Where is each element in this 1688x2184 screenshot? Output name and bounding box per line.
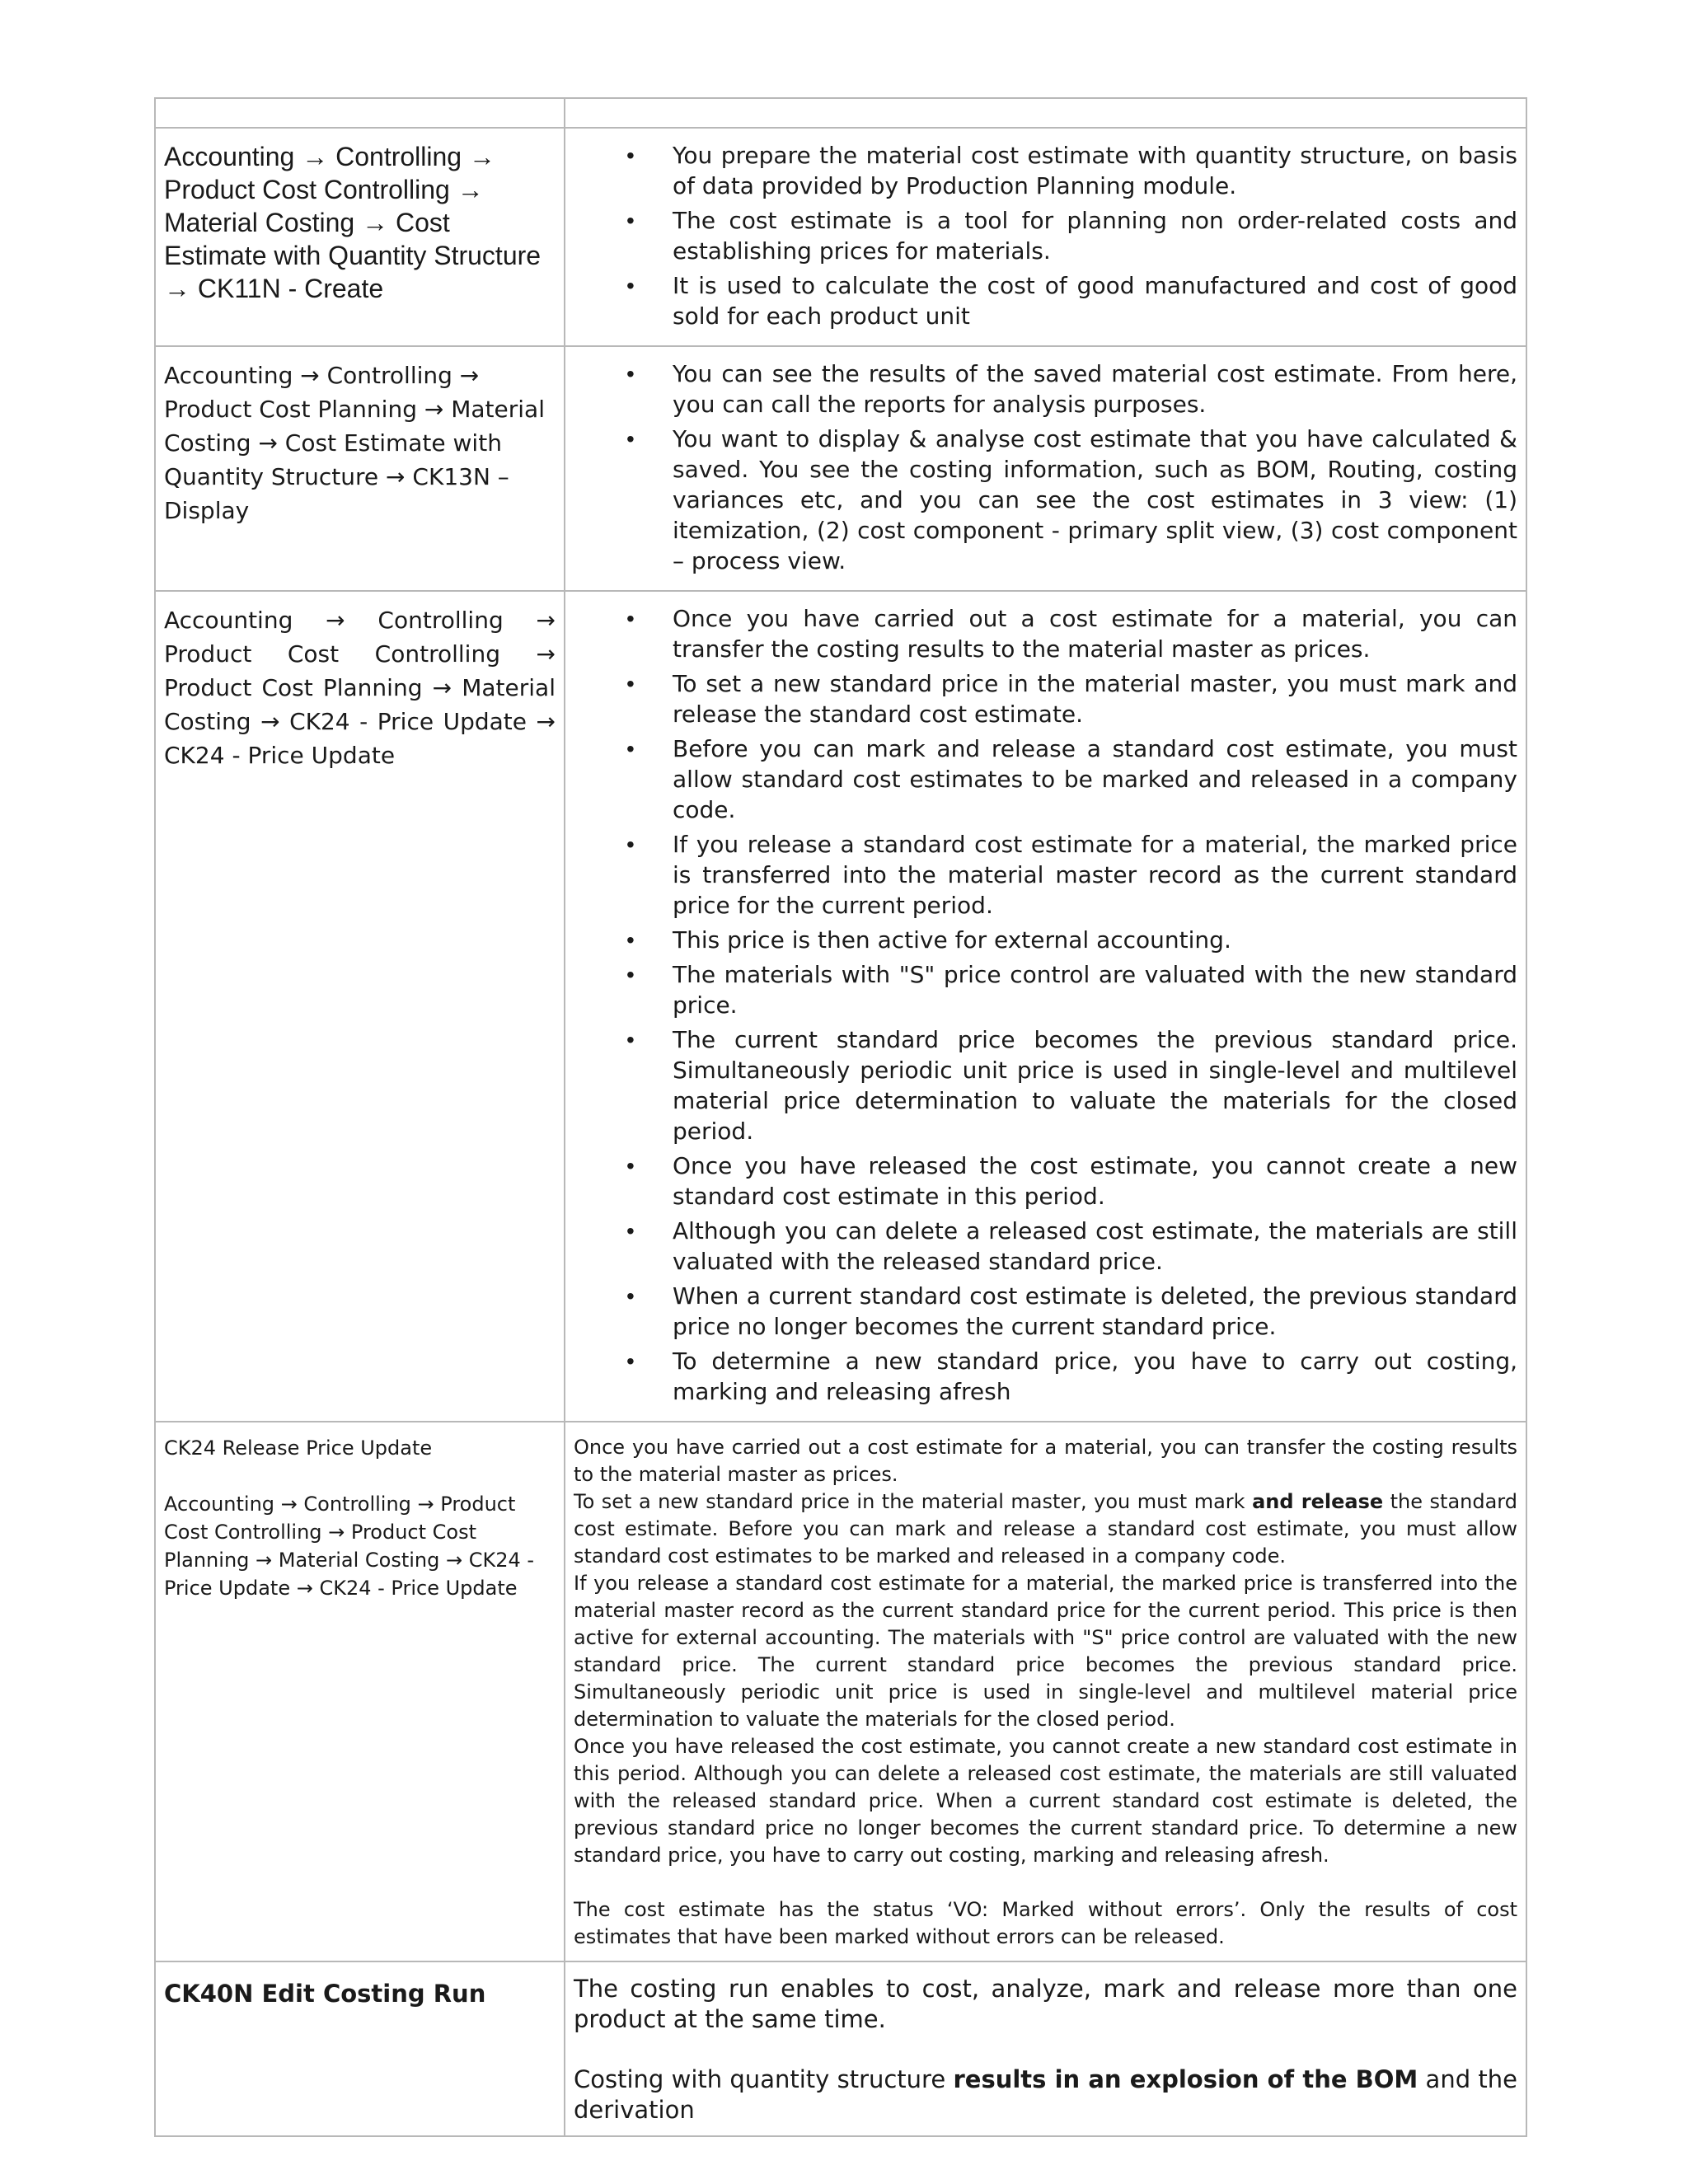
description-cell: [565, 591, 1526, 1422]
list-item: • You want to display & analyse cost estimate that you have calculated & saved. You see the costing information, such as BOM, Routing, costing variances etc, and you can see the cost estimates in 3 view: (1) itemization, (2) cost component - primary split view, (3) cost component – process view.: [626, 425, 1517, 574]
description-cell: [565, 128, 1526, 346]
table-header-row: [155, 98, 1526, 128]
list-item: • This price is then active for external accounting.: [626, 926, 1231, 954]
paragraph: To set a new standard price in the material master, you must mark and release the standard cost estimate. Before you can mark and release a standard cost estimate, you must allow standard cost estimates to be marked and released in a company code.: [574, 1490, 1517, 1568]
table-row: [155, 1961, 1526, 2136]
bullet-icon: •: [626, 1348, 635, 1374]
bullet-icon: •: [626, 1153, 635, 1179]
menu-path-cell: [155, 346, 565, 591]
bullet-icon: •: [626, 1218, 635, 1244]
description-cell: [565, 346, 1526, 591]
bullet-list: [574, 603, 1517, 1407]
paragraph: Costing with quantity structure results in an explosion of the BOM and the derivation: [574, 2065, 1517, 2124]
table-row: [155, 346, 1526, 591]
table-row: [155, 128, 1526, 346]
bullet-icon: •: [626, 1283, 635, 1309]
transaction-title: CK40N Edit Costing Run: [164, 1980, 486, 2008]
menu-path-cell: [155, 1961, 565, 2136]
menu-path-cell: [155, 128, 565, 346]
empty-cell: [155, 98, 565, 128]
list-item: • You can see the results of the saved material cost estimate. From here, you can call the reports for analysis purposes.: [626, 360, 1517, 418]
paragraph: The costing run enables to cost, analyze, mark and release more than one product at the same time.: [574, 1975, 1517, 2033]
sap-transactions-table: [154, 97, 1527, 2137]
bullet-icon: •: [626, 671, 635, 696]
list-item: • Once you have carried out a cost estimate for a material, you can transfer the costing results to the material master as prices.: [626, 605, 1517, 663]
list-item: • You prepare the material cost estimate with quantity structure, on basis of data provided by Production Planning module.: [626, 142, 1517, 199]
list-item: • It is used to calculate the cost of good manufactured and cost of good sold for each product unit: [626, 272, 1517, 330]
bullet-icon: •: [626, 736, 635, 762]
paragraph: Once you have released the cost estimate, you cannot create a new standard cost estimate in this period. Although you can delete a released cost estimate, the materials are still valuated with the released standard price. When a current standard cost estimate is deleted, the previous standard price no longer becomes the current standard price. To determine a new standard price, you have to carry out costing, marking and releasing afresh.: [574, 1735, 1517, 1867]
menu-path-cell: [155, 591, 565, 1422]
table-row: [155, 1422, 1526, 1961]
list-item: • If you release a standard cost estimate for a material, the marked price is transferred into the material master record as the current standard price for the current period.: [626, 831, 1517, 919]
paragraph: If you release a standard cost estimate for a material, the marked price is transferred into the material master record as the current standard price for the current period. This price is then active for external accounting. The materials with "S" price control are valuated with the new standard price. The current standard price becomes the previous standard price. Simultaneously periodic unit price is used in single-level and multilevel material price determination to valuate the materials for the closed period.: [574, 1572, 1517, 1731]
menu-path: Accounting → Controlling → Product Cost Controlling → Material Costing → Cost Estimate with Quantity Structure → CK11N - Create: [164, 142, 542, 303]
list-item: • Once you have released the cost estimate, you cannot create a new standard cost estimate in this period.: [626, 1152, 1517, 1210]
menu-path-cell: [155, 1422, 565, 1961]
bullet-icon: •: [626, 1027, 635, 1052]
list-item: • The materials with "S" price control are valuated with the new standard price.: [626, 961, 1517, 1019]
list-item: • To set a new standard price in the material master, you must mark and release the standard cost estimate.: [626, 670, 1517, 728]
bullet-icon: •: [626, 361, 635, 387]
bullet-icon: •: [626, 832, 635, 857]
bullet-icon: •: [626, 143, 635, 168]
transaction-title: CK24 Release Price Update: [164, 1436, 433, 1460]
bullet-icon: •: [626, 273, 635, 298]
list-item: • Before you can mark and release a standard cost estimate, you must allow standard cost estimates to be marked and released in a company code.: [626, 735, 1517, 823]
list-item: • To determine a new standard price, you have to carry out costing, marking and releasing afresh: [626, 1347, 1517, 1405]
bullet-list: [574, 140, 1517, 331]
paragraph: The cost estimate has the status ‘VO: Marked without errors’. Only the results of cost estimates that have been marked without errors can be released.: [574, 1898, 1517, 1948]
list-item: • When a current standard cost estimate is deleted, the previous standard price no longer becomes the current standard price.: [626, 1282, 1517, 1340]
bullet-icon: •: [626, 927, 635, 953]
bullet-icon: •: [626, 208, 635, 233]
menu-path: Accounting → Controlling → Product Cost Controlling → Product Cost Planning → Material Costing → CK24 - Price Update → CK24 - Price Update: [164, 607, 556, 769]
list-item: • Although you can delete a released cost estimate, the materials are still valuated with the released standard price.: [626, 1217, 1517, 1275]
empty-cell: [565, 98, 1526, 128]
list-item: • The current standard price becomes the previous standard price. Simultaneously periodic unit price is used in single-level and multilevel material price determination to valuate the materials for the closed period.: [626, 1026, 1517, 1145]
description-cell: [565, 1422, 1526, 1961]
bullet-icon: •: [626, 606, 635, 631]
bullet-icon: •: [626, 426, 635, 452]
description-cell: [565, 1961, 1526, 2136]
paragraph: Once you have carried out a cost estimate for a material, you can transfer the costing results to the material master as prices.: [574, 1436, 1517, 1486]
menu-path: Accounting → Controlling → Product Cost Controlling → Product Cost Planning → Material Costing → CK24 - Price Update → CK24 - Price Update: [164, 1493, 535, 1600]
bullet-icon: •: [626, 962, 635, 987]
table-row: [155, 591, 1526, 1422]
menu-path: Accounting → Controlling → Product Cost Planning → Material Costing → Cost Estimate with Quantity Structure → CK13N – Display: [164, 362, 545, 524]
list-item: • The cost estimate is a tool for planning non order-related costs and establishing prices for materials.: [626, 207, 1517, 265]
bullet-list: [574, 359, 1517, 576]
